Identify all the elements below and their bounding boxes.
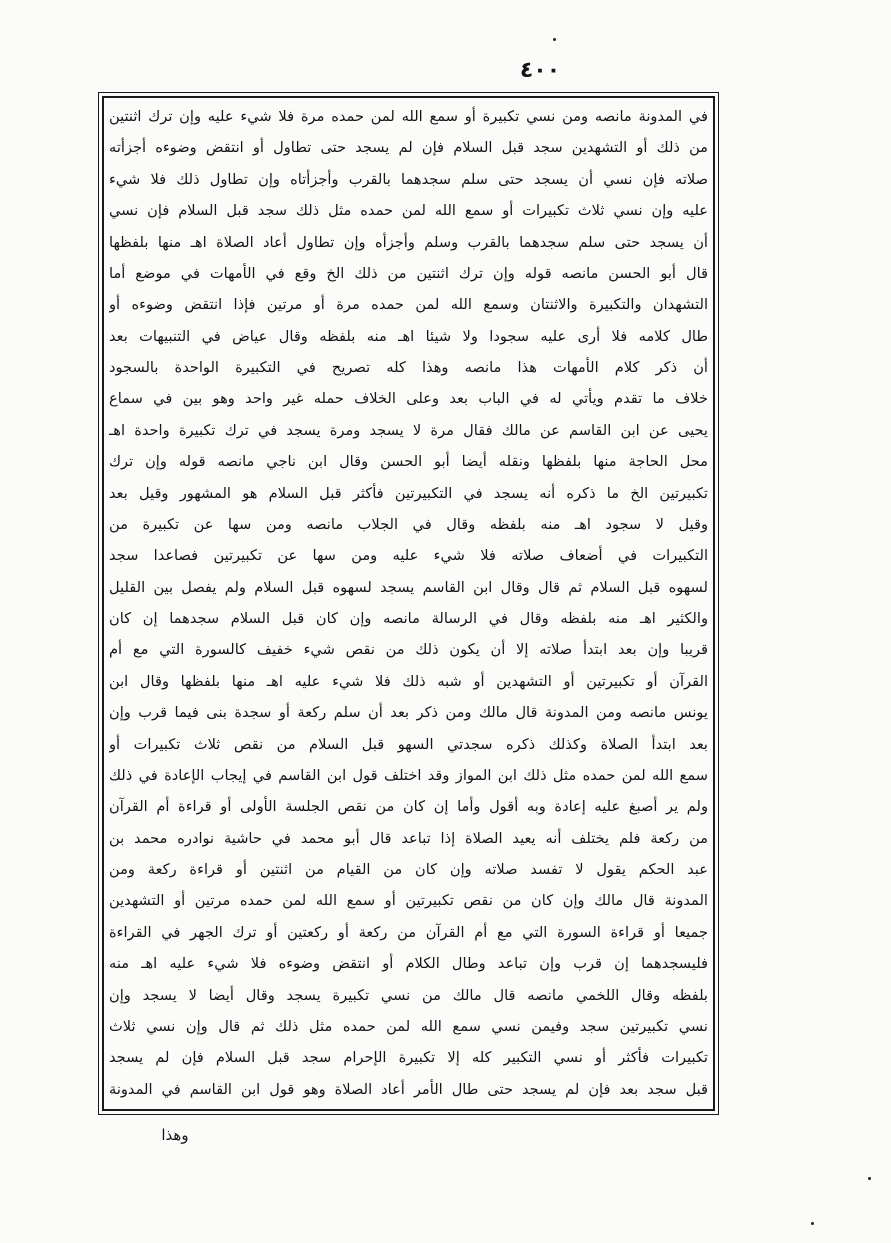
text-line: أن يسجد حتى سلم سجدهما بالقرب وسلم وأجزأه وإن تطاول أعاد الصلاة اهـ منها بلفظها: [109, 233, 708, 251]
text-line: من ركعة فلم يختلف أنه يعيد الصلاة إذا تباعد قال أبو محمد في حاشية نوادره محمد بن: [109, 829, 708, 847]
text-line: والكثير اهـ منه بلفظه وقال في الرسالة مانصه وإن كان قبل السلام سجدهما إن كان: [109, 610, 708, 627]
text-line: جميعا أو قراءة السورة التي مع أم القرآن من ركعة أو ركعتين أو ترك الجهر في القراءة: [109, 923, 708, 941]
text-line: ولم ير أصبغ عليه إعادة وبه أقول وأما إن كان من نقص الجلسة الأولى أو قراءة أم القرآن: [109, 798, 708, 816]
text-line: أن ذكر كلام الأمهات هذا مانصه وهذا كله تصريح في التكبيرة الواحدة بالسجود: [109, 359, 708, 376]
text-line: وقيل لا سجود اهـ منه بلفظه وقال في الجلاب مانصه ومن سها عن تكبيرة من: [109, 515, 708, 533]
text-line: تكبيرتين الخ ما ذكره أنه يسجد في التكبيرتين فأكثر قبل السلام هو المشهور وقيل بعد: [109, 484, 708, 502]
text-line: يحيى عن ابن القاسم عن مالك فقال مرة لا يسجد ومرة يسجد في ترك تكبيرة واحدة اهـ: [109, 421, 708, 439]
text-line: عبد الحكم يقول لا تفسد صلاته وإن كان من القيام من اثنتين أو قراءة ركعة ومن: [109, 861, 708, 878]
manuscript-text: [109, 103, 708, 1104]
text-line: المدونة قال مالك وإن كان من نقص تكبيرتين أو سمع الله لمن حمده مرتين أو التشهدين: [109, 892, 708, 910]
text-line: فليسجدهما إن قرب وإن تباعد وطال الكلام أو انتقض وضوءه فلا شيء عليه اهـ منه: [109, 955, 708, 973]
text-line: صلاته فإن نسي أن يسجد حتى سلم سجدهما بالقرب وأجزأتاه وإن تطاول ذلك فلا شيء: [109, 170, 708, 188]
text-line: في المدونة مانصه ومن نسي تكبيرة أو سمع الله لمن حمده مرة فلا شيء عليه وإن ترك اثنتين: [109, 108, 708, 125]
page-number: ٤٠٠: [519, 58, 561, 83]
text-line: القرآن أو تكبيرتين أو التشهدين أو شبه ذلك فلا شيء عليه اهـ منها بلفظها وقال ابن: [109, 672, 708, 690]
text-line: قريبا وإن بعد ابتدأ صلاته إلا أن يكون ذلك من نقص شيء خفيف كالسورة التي مع أم: [109, 641, 708, 659]
ink-speck: [811, 1222, 814, 1225]
text-line: سمع الله لمن حمده مثل ذلك ابن المواز وقد اختلف قول ابن القاسم في إيجاب الإعادة في ذلك: [109, 766, 708, 784]
text-line: تكبيرات فأكثر أو نسي التكبير كله إلا تكبيرة الإحرام سجد قبل السلام فإن لم يسجد: [109, 1049, 708, 1067]
catchword: وهذا: [161, 1126, 189, 1144]
ink-speck: [553, 38, 556, 41]
text-line: التشهدان والتكبيرة والاثنتان وسمع الله لمن حمده مرة أو مرتين فإذا انتقض وضوءه أو: [109, 296, 708, 314]
text-line: خلاف ما تقدم ويأتي له في الباب بعد وعلى الخلاف حمله غير واحد وهو بين في سماع: [109, 390, 708, 408]
text-line: يونس مانصه ومن المدونة قال مالك ومن ذكر بعد أن سلم ركعة أو سجدة بنى فيما قرب وإن: [109, 704, 708, 722]
text-line: نسي تكبيرتين سجد وفيمن نسي سمع الله لمن حمده مثل ذلك ثم قال وإن نسي ثلاث: [109, 1017, 708, 1035]
ink-speck: [868, 1177, 871, 1180]
text-line: بعد ابتدأ الصلاة وكذلك ذكره سجدتي السهو قبل السلام من نقص ثلاث تكبيرات أو: [109, 735, 708, 753]
text-line: لسهوه قبل السلام ثم قال وقال ابن القاسم يسجد لسهوه قبل السلام ولم يفصل بين القليل: [109, 578, 708, 596]
text-line: قبل سجد بعد فإن لم يسجد حتى طال الأمر أعاد الصلاة وهو قول ابن القاسم في المدونة: [109, 1080, 708, 1098]
text-line: طال كلامه فلا أرى عليه سجودا ولا شيئا اهـ منه بلفظه وقال عياض في التنبيهات بعد: [109, 327, 708, 345]
text-line: محل الحاجة منها بلفظها ونقله أيضا أبو الحسن وقال ابن ناجي مانصه قوله وإن ترك: [109, 453, 708, 471]
text-line: قال أبو الحسن مانصه قوله وإن ترك اثنتين من ذلك الخ وقع في الأمهات في موضع أما: [109, 264, 708, 282]
text-line: التكبيرات في أضعاف صلاته فلا شيء عليه ومن سها عن تكبيرتين فصاعدا سجد: [109, 547, 708, 565]
text-frame: [98, 92, 719, 1115]
text-line: بلفظه وقال اللخمي مانصه قال مالك من نسي تكبيرة يسجد وقال أيضا لا يسجد وإن: [109, 986, 708, 1004]
text-line: عليه وإن نسي ثلاث تكبيرات أو سمع الله لمن حمده مثل ذلك سجد قبل السلام فإن نسي: [109, 202, 708, 220]
text-line: من ذلك أو التشهدين سجد قبل السلام فإن لم يسجد حتى تطاول أو انتقض وضوءه أجزأته: [109, 139, 708, 157]
